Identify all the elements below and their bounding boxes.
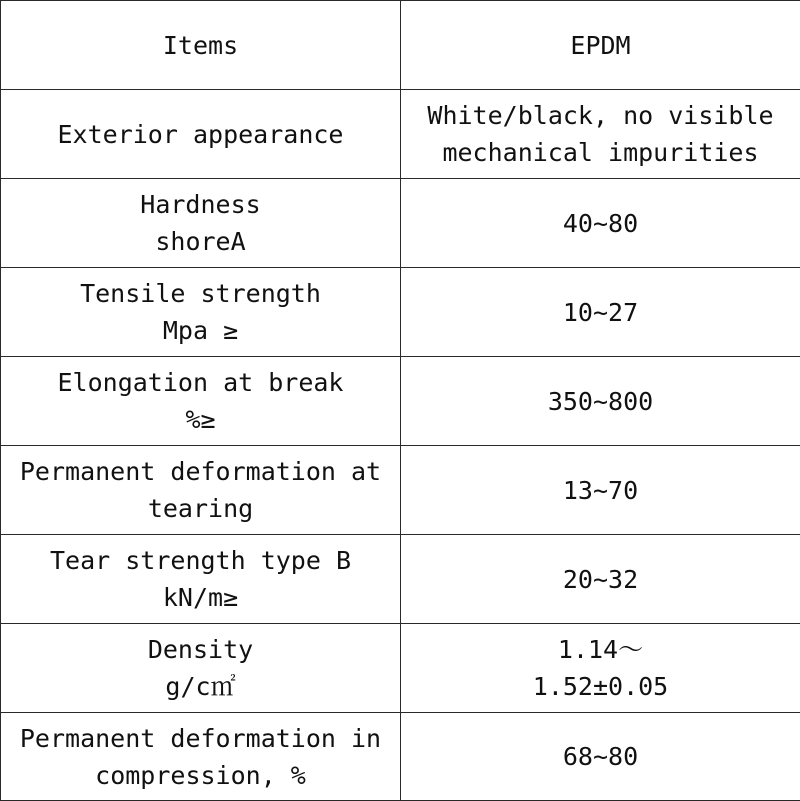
- value-cell: [401, 535, 800, 624]
- table-row: [1, 446, 800, 535]
- item-label: compression, %: [7, 757, 394, 794]
- value-cell: [401, 179, 800, 268]
- value-text: 350~800: [407, 383, 794, 420]
- item-cell: [1, 179, 401, 268]
- value-text: 40~80: [407, 205, 794, 242]
- value-cell: [401, 713, 800, 801]
- item-label: Density: [7, 631, 394, 668]
- table-row: [1, 357, 800, 446]
- value-text: 68~80: [407, 738, 794, 775]
- item-unit: g/c㎡: [7, 668, 394, 705]
- item-cell: [1, 713, 401, 801]
- header-material: EPDM: [401, 1, 800, 90]
- table-row: [1, 713, 800, 801]
- item-unit: shoreA: [7, 223, 394, 260]
- item-label: Hardness: [7, 186, 394, 223]
- table-row: [1, 90, 800, 179]
- item-unit: kN/m≥: [7, 579, 394, 616]
- table-row: [1, 624, 800, 713]
- value-text: 13~70: [407, 472, 794, 509]
- item-unit: %≥: [7, 401, 394, 438]
- item-label: Elongation at break: [7, 364, 394, 401]
- value-text: mechanical impurities: [407, 134, 794, 171]
- value-text: 10~27: [407, 294, 794, 331]
- value-text: 1.52±0.05: [407, 668, 794, 705]
- item-unit: Mpa ≥: [7, 312, 394, 349]
- table-row: [1, 535, 800, 624]
- value-text: White/black, no visible: [407, 97, 794, 134]
- item-label: Permanent deformation in: [7, 720, 394, 757]
- value-cell: [401, 357, 800, 446]
- item-cell: [1, 268, 401, 357]
- item-cell: [1, 535, 401, 624]
- value-cell: [401, 268, 800, 357]
- value-cell: [401, 624, 800, 713]
- table-row: [1, 179, 800, 268]
- item-label: Tear strength type B: [7, 542, 394, 579]
- table-row: [1, 268, 800, 357]
- value-text: 1.14～: [407, 631, 794, 668]
- value-text: 20~32: [407, 561, 794, 598]
- item-cell: [1, 90, 401, 179]
- item-cell: [1, 357, 401, 446]
- header-items: Items: [1, 1, 401, 90]
- value-cell: [401, 446, 800, 535]
- table-header-row: [1, 1, 800, 90]
- item-label: tearing: [7, 490, 394, 527]
- item-cell: [1, 446, 401, 535]
- item-label: Permanent deformation at: [7, 453, 394, 490]
- item-cell: [1, 624, 401, 713]
- value-cell: [401, 90, 800, 179]
- item-label: Exterior appearance: [7, 116, 394, 153]
- item-label: Tensile strength: [7, 275, 394, 312]
